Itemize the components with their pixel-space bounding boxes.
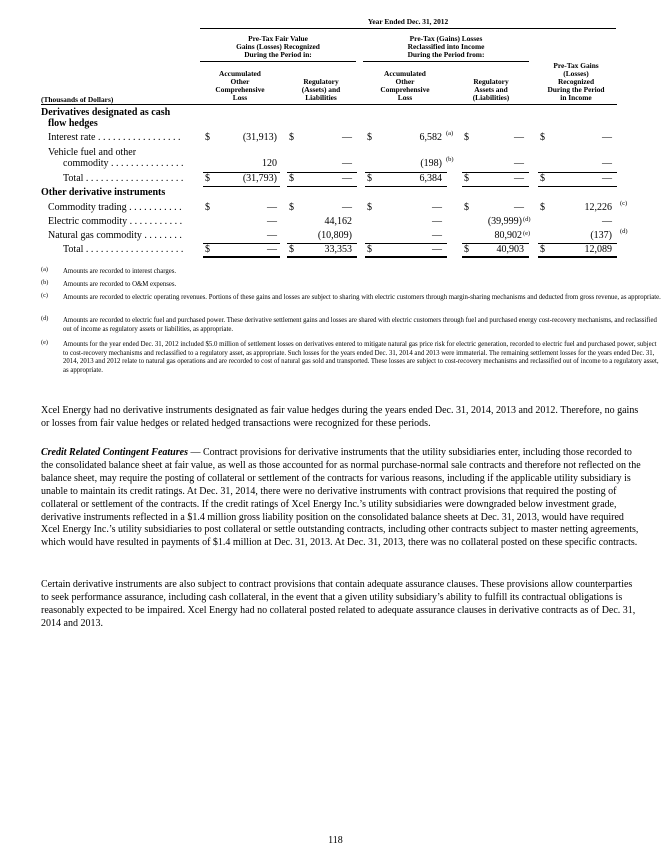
group-reclass-rule: [363, 61, 529, 62]
dollar-sign: $: [367, 132, 372, 143]
cell-aoci-1: (31,913): [242, 132, 277, 143]
col-header-reg-1: Regulatory (Assets) and Liabilities: [301, 77, 341, 102]
footnote-text: Amounts are recorded to electric fuel and purchased power. These derivative settlement gains and losses are shared with electric customers through fuel and purchased energy cost-recovery mechanisms, and reclassified out of income as regulatory assets or liabilities, as appropriate.: [63, 317, 657, 333]
group-reclass-header: Pre-Tax (Gains) Losses Reclassified into Income During the Period from:: [407, 34, 485, 59]
paragraph-body: — Contract provisions for derivative instruments that the utility subsidiaries enter, including those recorded to the consolidated balance sheet at fair value, as well as those accounted for as normal purchase-normal sale contracts and therefore not reflected on the balance sheet, may require the posting of collateral or settlement of the contracts for various reasons, including if the applicable utility subsidiary is unable to maintain its credit ratings. At Dec. 31, 2014, there were no derivative instruments with contract provisions that required the posting of collateral or settlement of the contracts. If the credit ratings of Xcel Energy Inc.’s utility subsidiaries were downgraded below investment grade, derivative instruments reflected in a $1.4 million gross liability position on the consolidated balance sheets at Dec. 31, 2013, would have required Xcel Energy Inc.’s utility subsidiaries to post collateral or settle outstanding contracts, including other contracts subject to master netting agreements, which would have resulted in payments of $1.4 million at Dec. 31, 2013. At Dec. 31, 2013, there was no collateral posted on these specific contracts.: [41, 447, 641, 549]
cell-reg-2: 40,903: [496, 244, 524, 255]
table-row-vehicle-fuel: [0, 158, 671, 170]
header-bottom-rule: [41, 104, 617, 105]
cell-aoci-1: —: [267, 216, 277, 227]
cell-reg-2: —: [514, 173, 524, 184]
dollar-sign: $: [540, 202, 545, 213]
row-label: commodity . . . . . . . . . . . . . . .: [63, 158, 184, 169]
cell-aoci-1: 120: [262, 158, 277, 169]
footnote-text: Amounts are recorded to electric operating revenues. Portions of these gains and losses are subject to sharing with electric customers through margin-sharing mechanisms and deducted from gross revenue, as appropriate.: [63, 294, 661, 301]
dollar-sign: $: [464, 244, 469, 255]
cell-aoci-1: —: [267, 202, 277, 213]
grand-total-rule: [462, 256, 529, 258]
dollar-sign: $: [289, 244, 294, 255]
cell-income: —: [602, 216, 612, 227]
cell-aoci-2: —: [432, 216, 442, 227]
footnote-ref: (d): [620, 228, 628, 235]
col-header-aoci-1: Accumulated Other Comprehensive Loss: [215, 69, 265, 102]
grand-total-rule: [538, 256, 617, 258]
dollar-sign: $: [289, 132, 294, 143]
grand-total-rule: [287, 256, 357, 258]
cell-aoci-2: 6,384: [419, 173, 442, 184]
footnote-mark: (a): [41, 266, 48, 273]
table-row-natural-gas: [0, 230, 671, 242]
group-fair-value-rule: [200, 61, 356, 62]
dollar-sign: $: [367, 173, 372, 184]
dollar-sign: $: [540, 132, 545, 143]
dollar-sign: $: [205, 244, 210, 255]
cell-reg-2: 80,902: [494, 230, 522, 241]
table-row-interest-rate: [0, 132, 671, 144]
footnote-text: Amounts are recorded to interest charges.: [63, 268, 177, 275]
dollar-sign: $: [205, 173, 210, 184]
cell-income: (137): [590, 230, 612, 241]
cell-aoci-2: (198): [420, 158, 442, 169]
grand-total-rule: [203, 256, 280, 258]
group-fair-value-header: Pre-Tax Fair Value Gains (Losses) Recognized During the Period in:: [236, 34, 320, 59]
row-label: Vehicle fuel and other: [48, 147, 137, 158]
cell-income: —: [602, 132, 612, 143]
cell-reg-1: 44,162: [324, 216, 352, 227]
year-header-rule: [200, 28, 616, 29]
footnote-ref: (a): [446, 130, 454, 137]
table-row-commodity-trading: [0, 202, 671, 214]
row-label: Interest rate . . . . . . . . . . . . . . . . .: [48, 132, 181, 143]
footnote-ref: (e): [523, 230, 531, 237]
footnote-text: Amounts are recorded to O&M expenses.: [63, 281, 177, 288]
table-row-total-2: [0, 244, 671, 256]
cell-income: —: [602, 173, 612, 184]
paragraph-heading: Credit Related Contingent Features: [41, 447, 188, 458]
dollar-sign: $: [540, 173, 545, 184]
cell-income: 12,226: [584, 202, 612, 213]
dollar-sign: $: [367, 244, 372, 255]
footnote-mark: (e): [41, 339, 48, 346]
dollar-sign: $: [540, 244, 545, 255]
footnote-ref: (d): [523, 216, 531, 223]
cell-aoci-2: —: [432, 202, 442, 213]
units-label: (Thousands of Dollars): [41, 95, 114, 104]
dollar-sign: $: [289, 173, 294, 184]
dollar-sign: $: [289, 202, 294, 213]
footnote-ref: (b): [446, 156, 454, 163]
paragraph-adequate-assurance: Certain derivative instruments are also subject to contract provisions that contain adequate assurance clauses. These provisions allow counterparties to seek performance assurance, including cash collateral, in the event that a given utility subsidiary’s ability to fulfill its contractual obligations is reasonably expected to be impaired. Xcel Energy had no collateral posted related to adequate assurance clauses in derivative contracts as of Dec. 31, 2014 and 2013.: [41, 579, 636, 629]
row-label: Total . . . . . . . . . . . . . . . . . . . .: [63, 173, 184, 184]
section-title-line2: flow hedges: [48, 118, 98, 129]
cell-reg-2: —: [514, 202, 524, 213]
cell-reg-2: —: [514, 158, 524, 169]
paragraph-credit-contingent: [41, 447, 641, 550]
section-cash-flow-title-2: [0, 118, 671, 130]
footnote-ref: (c): [620, 200, 628, 207]
cell-aoci-2: —: [432, 244, 442, 255]
cell-aoci-2: —: [432, 230, 442, 241]
row-label: Natural gas commodity . . . . . . . .: [48, 230, 182, 241]
cell-income: 12,089: [584, 244, 612, 255]
grand-total-rule: [365, 256, 447, 258]
dollar-sign: $: [464, 132, 469, 143]
dollar-sign: $: [464, 173, 469, 184]
cell-aoci-2: 6,582: [419, 132, 442, 143]
cell-income: —: [602, 158, 612, 169]
cell-aoci-1: —: [267, 244, 277, 255]
row-label: Electric commodity . . . . . . . . . . .: [48, 216, 183, 227]
paragraph-fair-value: Xcel Energy had no derivative instruments designated as fair value hedges during the years ended Dec. 31, 2014, 2013 and 2012. Therefore, no gains or losses from fair value hedges or related hedged transactions were recognized for these periods.: [41, 405, 639, 429]
cell-reg-1: —: [342, 158, 352, 169]
cell-reg-2: (39,999): [487, 216, 522, 227]
cell-aoci-1: (31,793): [242, 173, 277, 184]
dollar-sign: $: [205, 202, 210, 213]
row-label: Commodity trading . . . . . . . . . . .: [48, 202, 182, 213]
col-header-reg-2: Regulatory Assets and (Liabilities): [472, 77, 510, 102]
cell-reg-2: —: [514, 132, 524, 143]
col-rule-1: [200, 104, 280, 105]
footnote-mark: (d): [41, 315, 49, 322]
cell-reg-1: 33,353: [324, 244, 352, 255]
col-header-income: Pre-Tax Gains (Losses) Recognized During the Period in Income: [547, 61, 605, 102]
dollar-sign: $: [464, 202, 469, 213]
dollar-sign: $: [205, 132, 210, 143]
section-title-line1: Derivatives designated as cash: [41, 107, 171, 118]
year-header: Year Ended Dec. 31, 2012: [367, 17, 449, 26]
cell-reg-1: —: [342, 132, 352, 143]
page-number: 118: [328, 835, 343, 846]
col-header-aoci-2: Accumulated Other Comprehensive Loss: [380, 69, 430, 102]
cell-reg-1: —: [342, 202, 352, 213]
section-other-title: [0, 187, 671, 199]
table-row-total-1: [0, 173, 671, 185]
dollar-sign: $: [367, 202, 372, 213]
row-label: Total . . . . . . . . . . . . . . . . . . . .: [63, 244, 184, 255]
section-title: Other derivative instruments: [41, 187, 166, 198]
footnote-text: Amounts for the year ended Dec. 31, 2012 included $5.0 million of settlement losses on derivatives entered to mitigate natural gas price risk for electric generation, recorded to electric fuel and purchased power, subject to cost-recovery mechanisms and reclassified to a regulatory asset, as appropriate. Such losses for the years ended Dec. 31, 2014 and 2013 were immaterial. The remaining settlement losses for the years ended Dec. 31, 2014, 2013 and 2012 relate to natural gas operations and are recorded to cost of natural gas sold and transported. These losses are subject to cost-recovery mechanisms and reclassified out of income to a regulatory asset, as appropriate.: [63, 341, 659, 374]
cell-reg-1: —: [342, 173, 352, 184]
cell-aoci-1: —: [267, 230, 277, 241]
footnote-mark: (b): [41, 279, 49, 286]
footnote-mark: (c): [41, 292, 48, 299]
table-row-electric-commodity: [0, 216, 671, 228]
cell-reg-1: (10,809): [317, 230, 352, 241]
